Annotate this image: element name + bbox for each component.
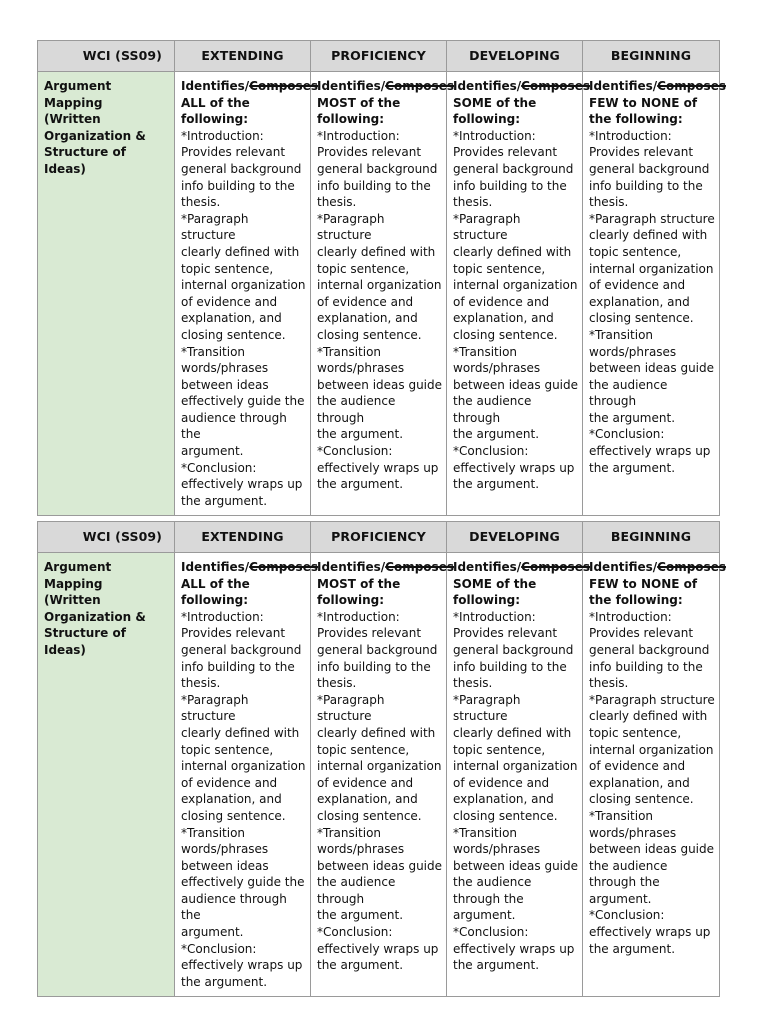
descriptor-line: *Paragraph structure (317, 211, 385, 243)
criterion-column-header: WCI (SS09) (38, 41, 175, 72)
descriptor-line: effectively wraps up (453, 941, 575, 956)
descriptor-line: *Conclusion: (181, 941, 257, 956)
descriptor-line: effectively wraps up (317, 460, 439, 475)
descriptor-line: Provides relevant (589, 145, 694, 160)
descriptor-line: *Conclusion: (589, 908, 665, 923)
criterion-line: Argument Mapping (44, 79, 112, 110)
descriptor-line: *Paragraph structure (181, 692, 249, 724)
descriptor-line: *Transition (181, 825, 246, 840)
descriptor-line: of evidence and (181, 294, 278, 309)
criterion-line: Structure of Ideas) (44, 626, 126, 657)
level-header-beginning: BEGINNING (583, 41, 720, 72)
descriptor-line: clearly defined with (589, 709, 708, 724)
descriptor-line: effectively wraps up (181, 958, 303, 973)
descriptor-line: the argument. (589, 410, 676, 425)
descriptor-line: thesis. (589, 195, 629, 210)
descriptor-line: *Transition (317, 344, 382, 359)
level-header-proficiency: PROFICIENCY (311, 41, 447, 72)
descriptor-line: between ideas (181, 377, 269, 392)
descriptor-line: *Paragraph structure (317, 692, 385, 724)
descriptor-line: general background (181, 161, 302, 176)
descriptor-line: *Conclusion: (181, 460, 257, 475)
descriptor-line: of evidence and (589, 759, 686, 774)
descriptor-line: general background (317, 161, 438, 176)
descriptor-line: Provides relevant (181, 145, 286, 160)
descriptor-line: internal organization (181, 759, 306, 774)
descriptor-cell-extending (175, 553, 318, 997)
descriptor-line: explanation, and (181, 311, 282, 326)
descriptor-line: *Introduction: (317, 609, 400, 624)
descriptor-line: *Transition (589, 808, 654, 823)
level-header-proficiency: PROFICIENCY (311, 522, 447, 553)
descriptor-line: effectively guide the (181, 875, 305, 890)
descriptor-line: the argument. (589, 941, 676, 956)
descriptor-lead (589, 78, 726, 95)
descriptor-line: words/phrases (317, 842, 405, 857)
descriptor-cell-proficiency (311, 553, 454, 997)
descriptor-line: info building to the (181, 178, 295, 193)
lead-prefix: Identifies/ (317, 560, 386, 574)
descriptor-line: the argument. (453, 958, 540, 973)
lead-struck-word: Composes (385, 560, 454, 574)
descriptor-line: *Conclusion: (317, 444, 393, 459)
descriptor-line: argument. (589, 891, 652, 906)
criterion-line: Organization & (44, 128, 146, 143)
descriptor-line: general background (181, 642, 302, 657)
descriptor-lead (181, 559, 318, 576)
descriptor-line: words/phrases (589, 825, 677, 840)
lead-prefix: Identifies/ (181, 560, 250, 574)
descriptor-line: internal organization (181, 278, 306, 293)
level-header-extending: EXTENDING (175, 41, 311, 72)
criterion-row (38, 72, 720, 516)
lead-prefix: Identifies/ (453, 560, 522, 574)
descriptor-cell-developing (447, 72, 590, 516)
descriptor-line: general background (589, 642, 710, 657)
descriptor-line: explanation, and (317, 792, 418, 807)
descriptor-line: Provides relevant (181, 626, 286, 641)
lead-struck-word: Composes (249, 560, 318, 574)
descriptor-line: words/phrases (589, 344, 677, 359)
descriptor-line: *Transition (589, 327, 654, 342)
descriptor-line: explanation, and (453, 792, 554, 807)
level-header-developing: DEVELOPING (447, 522, 583, 553)
lead-struck-word: Composes (249, 79, 318, 93)
descriptor-line: the audience (589, 858, 668, 873)
descriptor-lead (589, 559, 726, 576)
lead-prefix: Identifies/ (181, 79, 250, 93)
descriptor-line: words/phrases (317, 361, 405, 376)
descriptor-line: info building to the (317, 659, 431, 674)
descriptor-lead-line: MOST of the (317, 95, 401, 110)
descriptor-line: info building to the (453, 178, 567, 193)
descriptor-line: closing sentence. (589, 792, 694, 807)
descriptor-line: effectively wraps up (589, 444, 711, 459)
descriptor-line: topic sentence, (317, 742, 410, 757)
descriptor-line: between ideas guide (317, 858, 443, 873)
descriptor-line: topic sentence, (453, 261, 546, 276)
descriptor-line: *Introduction: (181, 128, 264, 143)
descriptor-lead-line: MOST of the (317, 576, 401, 591)
descriptor-line: *Transition (453, 344, 518, 359)
descriptor-line: between ideas guide (317, 377, 443, 392)
descriptor-line: *Paragraph structure (453, 211, 521, 243)
descriptor-line: closing sentence. (453, 327, 558, 342)
descriptor-lead-line: following: (453, 593, 521, 608)
descriptor-line: the audience through (589, 377, 668, 409)
descriptor-lead (453, 559, 590, 576)
descriptor-line: Provides relevant (453, 145, 558, 160)
descriptor-line: clearly defined with (453, 725, 572, 740)
criterion-row (38, 553, 720, 997)
descriptor-line: between ideas guide (589, 842, 715, 857)
rubric-table (37, 521, 726, 997)
descriptor-line: *Transition (453, 825, 518, 840)
descriptor-cell-beginning (583, 72, 726, 516)
descriptor-line: topic sentence, (589, 725, 682, 740)
descriptor-line: topic sentence, (181, 742, 274, 757)
descriptor-line: Provides relevant (453, 626, 558, 641)
descriptor-lead-line: following: (181, 593, 249, 608)
descriptor-line: *Introduction: (589, 609, 672, 624)
descriptor-line: general background (453, 161, 574, 176)
descriptor-lead-line: SOME of the (453, 576, 537, 591)
descriptor-cell-beginning (583, 553, 726, 997)
descriptor-line: *Introduction: (453, 128, 536, 143)
descriptor-line: clearly defined with (317, 244, 436, 259)
descriptor-line: internal organization (589, 742, 714, 757)
descriptor-line: info building to the (453, 659, 567, 674)
descriptor-cell-proficiency (311, 72, 454, 516)
descriptor-line: explanation, and (589, 294, 690, 309)
criterion-line: Structure of Ideas) (44, 145, 126, 176)
criterion-line: Argument Mapping (44, 560, 112, 591)
descriptor-lead (453, 78, 590, 95)
criterion-line: Organization & (44, 609, 146, 624)
level-header-developing: DEVELOPING (447, 41, 583, 72)
descriptor-line: of evidence and (181, 775, 278, 790)
descriptor-line: topic sentence, (589, 244, 682, 259)
descriptor-lead-line: FEW to NONE of (589, 576, 698, 591)
lead-prefix: Identifies/ (589, 560, 658, 574)
descriptor-lead (317, 78, 454, 95)
descriptor-line: internal organization (317, 759, 442, 774)
lead-struck-word: Composes (657, 560, 726, 574)
descriptor-line: internal organization (453, 759, 578, 774)
descriptor-line: clearly defined with (181, 244, 300, 259)
descriptor-line: of evidence and (453, 294, 550, 309)
lead-struck-word: Composes (521, 560, 590, 574)
descriptor-line: closing sentence. (453, 808, 558, 823)
descriptor-line: words/phrases (453, 361, 541, 376)
descriptor-line: effectively wraps up (453, 460, 575, 475)
descriptor-line: info building to the (589, 659, 703, 674)
descriptor-line: info building to the (317, 178, 431, 193)
lead-struck-word: Composes (657, 79, 726, 93)
header-row (38, 522, 720, 553)
descriptor-lead-line: the following: (589, 593, 683, 608)
descriptor-line: the argument. (317, 477, 404, 492)
descriptor-line: thesis. (317, 195, 357, 210)
descriptor-line: explanation, and (181, 792, 282, 807)
descriptor-line: *Introduction: (453, 609, 536, 624)
descriptor-line: *Paragraph structure (589, 211, 715, 226)
descriptor-line: words/phrases (181, 842, 269, 857)
descriptor-line: the argument. (317, 958, 404, 973)
criterion-line: (Written (44, 112, 101, 127)
descriptor-line: Provides relevant (317, 626, 422, 641)
descriptor-line: clearly defined with (453, 244, 572, 259)
descriptor-line: *Transition (317, 825, 382, 840)
descriptor-line: thesis. (317, 676, 357, 691)
descriptor-line: topic sentence, (453, 742, 546, 757)
descriptor-cell-extending (175, 72, 318, 516)
descriptor-line: argument. (181, 925, 244, 940)
descriptor-line: *Conclusion: (317, 925, 393, 940)
descriptor-line: of evidence and (453, 775, 550, 790)
descriptor-line: between ideas (181, 858, 269, 873)
descriptor-line: effectively wraps up (589, 925, 711, 940)
descriptor-line: thesis. (181, 676, 221, 691)
descriptor-line: effectively wraps up (181, 477, 303, 492)
descriptor-lead-line: following: (317, 112, 385, 127)
descriptor-lead-line: SOME of the (453, 95, 537, 110)
descriptor-line: words/phrases (453, 842, 541, 857)
descriptor-line: closing sentence. (181, 808, 286, 823)
descriptor-line: *Introduction: (589, 128, 672, 143)
descriptor-line: Provides relevant (589, 626, 694, 641)
descriptor-line: info building to the (181, 659, 295, 674)
descriptor-line: the argument. (181, 493, 268, 508)
descriptor-lead (181, 78, 318, 95)
descriptor-line: closing sentence. (317, 327, 422, 342)
descriptor-line: the audience through (317, 875, 396, 906)
descriptor-line: between ideas guide (453, 377, 579, 392)
descriptor-line: general background (317, 642, 438, 657)
descriptor-line: the audience through (453, 394, 532, 425)
descriptor-line: effectively guide the (181, 394, 305, 409)
descriptor-line: topic sentence, (181, 261, 274, 276)
descriptor-line: internal organization (453, 278, 578, 293)
level-header-extending: EXTENDING (175, 522, 311, 553)
descriptor-line: of evidence and (317, 775, 414, 790)
descriptor-line: of evidence and (317, 294, 414, 309)
descriptor-line: audience through the (181, 891, 287, 923)
criterion-cell (38, 553, 175, 997)
descriptor-lead-line: following: (317, 593, 385, 608)
descriptor-line: closing sentence. (317, 808, 422, 823)
descriptor-line: *Conclusion: (589, 427, 665, 442)
descriptor-line: thesis. (589, 676, 629, 691)
descriptor-lead-line: ALL of the (181, 95, 250, 110)
descriptor-lead-line: the following: (589, 112, 683, 127)
descriptor-line: *Paragraph structure (453, 692, 521, 724)
descriptor-line: clearly defined with (589, 228, 708, 243)
descriptor-line: general background (589, 161, 710, 176)
descriptor-line: clearly defined with (181, 725, 300, 740)
descriptor-line: of evidence and (589, 278, 686, 293)
descriptor-line: internal organization (317, 278, 442, 293)
lead-struck-word: Composes (385, 79, 454, 93)
descriptor-lead-line: ALL of the (181, 576, 250, 591)
descriptor-lead (317, 559, 454, 576)
descriptor-line: the argument. (453, 477, 540, 492)
descriptor-line: argument. (181, 444, 244, 459)
descriptor-line: explanation, and (317, 311, 418, 326)
descriptor-line: through the (453, 891, 524, 906)
descriptor-line: thesis. (181, 195, 221, 210)
lead-prefix: Identifies/ (589, 79, 658, 93)
descriptor-line: the argument. (589, 460, 676, 475)
descriptor-line: through the (589, 875, 660, 890)
descriptor-line: audience through the (181, 410, 287, 442)
descriptor-line: clearly defined with (317, 725, 436, 740)
descriptor-line: the audience (453, 875, 532, 890)
descriptor-line: thesis. (453, 195, 493, 210)
lead-prefix: Identifies/ (453, 79, 522, 93)
descriptor-line: the argument. (181, 974, 268, 989)
descriptor-line: argument. (453, 908, 516, 923)
descriptor-cell-developing (447, 553, 590, 997)
descriptor-line: *Conclusion: (453, 444, 529, 459)
criterion-cell (38, 72, 175, 516)
descriptor-line: the argument. (317, 908, 404, 923)
descriptor-line: explanation, and (589, 775, 690, 790)
header-row (38, 41, 720, 72)
descriptor-line: explanation, and (453, 311, 554, 326)
descriptor-line: topic sentence, (317, 261, 410, 276)
descriptor-line: *Transition (181, 344, 246, 359)
descriptor-line: *Paragraph structure (589, 692, 715, 707)
descriptor-line: info building to the (589, 178, 703, 193)
descriptor-line: between ideas guide (453, 858, 579, 873)
descriptor-lead-line: FEW to NONE of (589, 95, 698, 110)
criterion-column-header: WCI (SS09) (38, 522, 175, 553)
rubric-table (37, 40, 726, 516)
descriptor-line: closing sentence. (181, 327, 286, 342)
descriptor-line: the argument. (453, 427, 540, 442)
descriptor-line: effectively wraps up (317, 941, 439, 956)
level-header-beginning: BEGINNING (583, 522, 720, 553)
lead-prefix: Identifies/ (317, 79, 386, 93)
descriptor-line: Provides relevant (317, 145, 422, 160)
descriptor-line: general background (453, 642, 574, 657)
criterion-line: (Written (44, 593, 101, 608)
descriptor-line: between ideas guide (589, 361, 715, 376)
descriptor-line: the argument. (317, 427, 404, 442)
descriptor-line: *Conclusion: (453, 925, 529, 940)
descriptor-line: closing sentence. (589, 311, 694, 326)
descriptor-line: *Introduction: (317, 128, 400, 143)
descriptor-line: internal organization (589, 261, 714, 276)
lead-struck-word: Composes (521, 79, 590, 93)
descriptor-line: thesis. (453, 676, 493, 691)
descriptor-line: words/phrases (181, 361, 269, 376)
descriptor-lead-line: following: (181, 112, 249, 127)
descriptor-lead-line: following: (453, 112, 521, 127)
descriptor-line: the audience through (317, 394, 396, 425)
descriptor-line: *Paragraph structure (181, 211, 249, 243)
descriptor-line: *Introduction: (181, 609, 264, 624)
